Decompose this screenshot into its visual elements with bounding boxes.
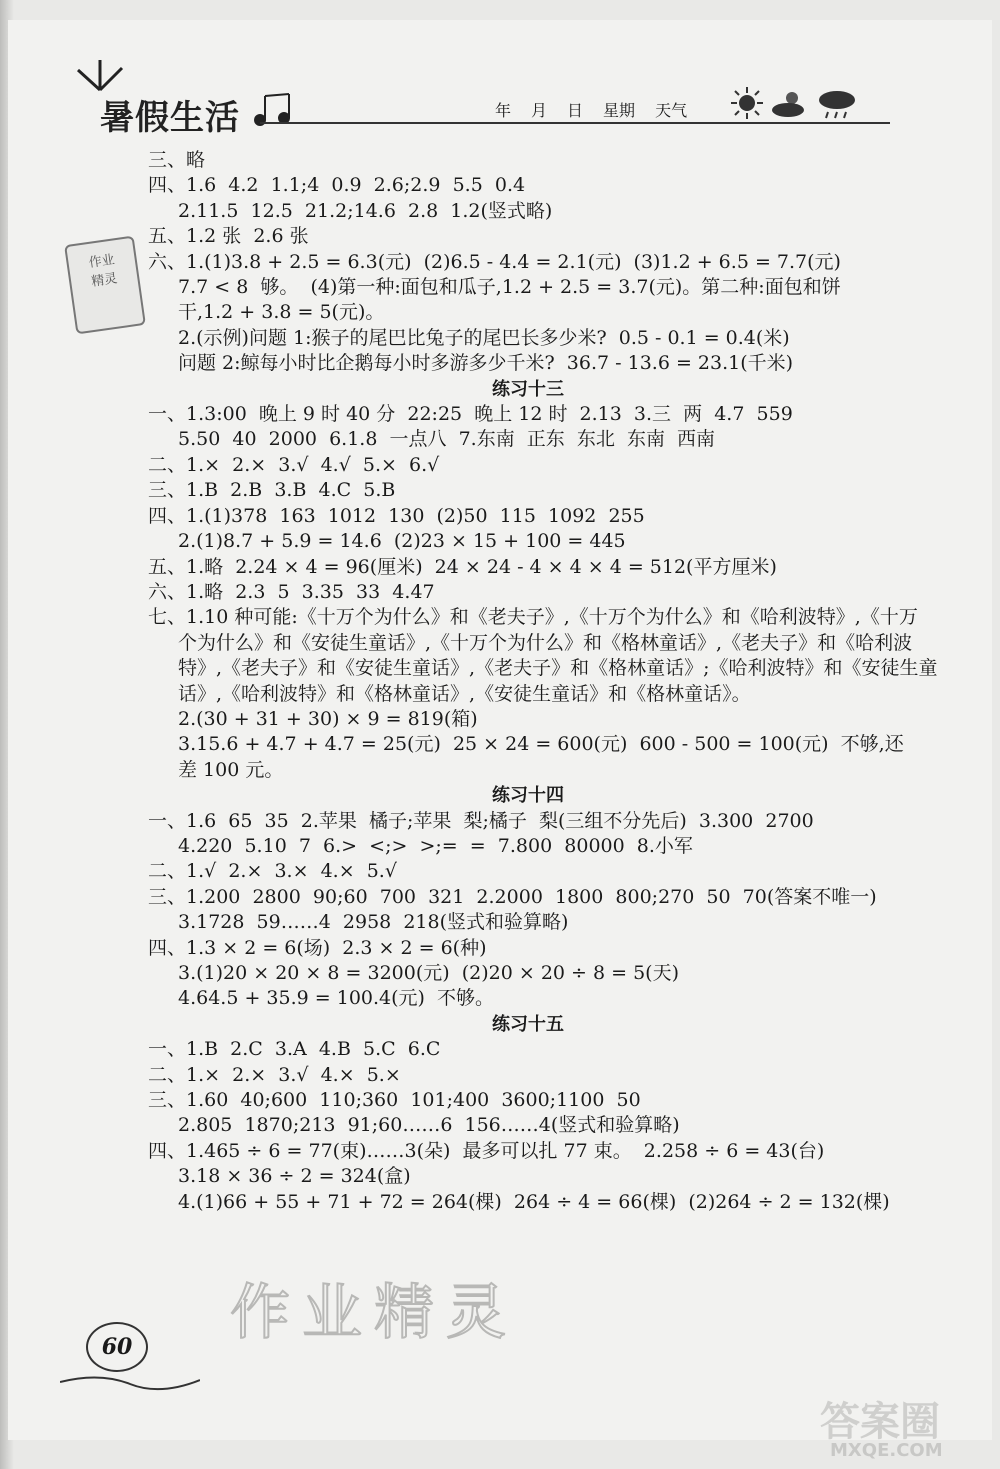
text-line: 3.15.6 + 4.7 + 4.7 = 25(元) 25 × 24 = 600(元) 600 - 500 = 100(元) 不够,还 — [178, 733, 904, 756]
text-line: 7.7 < 8 够。 (4)第一种:面包和瓜子,1.2 + 2.5 = 3.7(元)。第二种:面包和饼 — [178, 276, 841, 299]
text-line: 七、1.10 种可能:《十万个为什么》和《老夫子》,《十万个为什么》和《哈利波特》,《十万 — [148, 606, 918, 629]
text-line: 2.(30 + 31 + 30) × 9 = 819(箱) — [178, 707, 478, 730]
music-notes-icon — [250, 90, 310, 130]
text-line: 二、1.× 2.× 3.√ 4.× 5.× — [148, 1063, 401, 1086]
corner-url: MXQE.COM — [830, 1440, 943, 1461]
text-line: 4.64.5 + 35.9 = 100.4(元) 不够。 — [178, 987, 495, 1010]
text-line: 三、1.B 2.B 3.B 4.C 5.B — [148, 479, 396, 502]
text-line: 一、1.3:00 晚上 9 时 40 分 22:25 晚上 12 时 2.13 3.三 两 4.7 559 — [148, 403, 793, 426]
weekday-label: 星期 — [603, 101, 636, 120]
stamp-logo — [64, 236, 146, 335]
text-line: 2.(1)8.7 + 5.9 = 14.6 (2)23 × 15 + 100 = 445 — [178, 530, 626, 553]
text-line: 3.1728 59……4 2958 218(竖式和验算略) — [178, 911, 569, 934]
corner-logo: 答案圈 — [820, 1399, 940, 1445]
section-heading: 练习十四 — [492, 785, 564, 807]
text-line: 四、1.3 × 2 = 6(场) 2.3 × 2 = 6(种) — [148, 936, 487, 959]
weather-label: 天气 — [655, 101, 688, 120]
text-line: 三、1.200 2800 90;60 700 321 2.2000 1800 800;270 50 70(答案不唯一) — [148, 885, 877, 908]
footer-swirl-icon — [60, 1362, 200, 1392]
text-line: 4.220 5.10 7 6.> <;> >;= = 7.800 80000 8.小军 — [178, 834, 693, 857]
rain-cloud-icon — [816, 86, 858, 120]
section-heading: 练习十三 — [492, 378, 564, 400]
header-title: 暑假生活 — [100, 98, 240, 138]
text-line: 2.(示例)问题 1:猴子的尾巴比兔子的尾巴长多少米? 0.5 - 0.1 = 0.4(米) — [178, 326, 790, 349]
text-line: 四、1.6 4.2 1.1;4 0.9 2.6;2.9 5.5 0.4 — [148, 174, 526, 197]
watermark: 作业精灵 — [230, 1278, 518, 1348]
header-rule — [260, 122, 890, 124]
date-fields — [495, 98, 687, 121]
answer-content — [148, 148, 938, 1215]
text-line: 四、1.(1)378 163 1012 130 (2)50 115 1092 255 — [148, 504, 645, 527]
text-line: 5.50 40 2000 6.1.8 一点八 7.东南 正东 东北 东南 西南 — [178, 428, 716, 451]
text-line: 一、1.6 65 35 2.苹果 橘子;苹果 梨;橘子 梨(三组不分先后) 3.300 2700 — [148, 809, 814, 832]
text-line: 二、1.√ 2.× 3.× 4.× 5.√ — [148, 860, 397, 883]
sun-icon — [730, 86, 764, 120]
stamp-line-1: 作业 — [87, 252, 116, 271]
text-line: 五、1.略 2.24 × 4 = 96(厘米) 24 × 24 - 4 × 4 × 4 = 512(平方厘米) — [148, 555, 777, 578]
text-line: 四、1.465 ÷ 6 = 77(束)……3(朵) 最多可以扎 77 束。 2.258 ÷ 6 = 43(台) — [148, 1139, 825, 1162]
text-line: 一、1.B 2.C 3.A 4.B 5.C 6.C — [148, 1038, 441, 1061]
text-line: 2.11.5 12.5 21.2;14.6 2.8 1.2(竖式略) — [178, 199, 553, 222]
month-label: 月 — [531, 101, 548, 120]
text-line: 3.(1)20 × 20 × 8 = 3200(元) (2)20 × 20 ÷ 8 = 5(天) — [178, 962, 680, 984]
text-line: 特》,《老夫子》和《安徒生童话》,《老夫子》和《格林童话》;《哈利波特》和《安徒生童 — [178, 657, 938, 680]
text-line: 干,1.2 + 3.8 = 5(元)。 — [178, 301, 385, 324]
stamp-line-2: 精灵 — [90, 271, 119, 290]
text-line: 二、1.× 2.× 3.√ 4.√ 5.× 6.√ — [148, 453, 440, 476]
text-line: 2.805 1870;213 91;60……6 156……4(竖式和验算略) — [178, 1114, 680, 1137]
text-line: 话》,《哈利波特》和《格林童话》,《安徒生童话》和《格林童话》。 — [178, 682, 751, 705]
text-line: 问题 2:鲸每小时比企鹅每小时多游多少千米? 36.7 - 13.6 = 23.1(千米) — [178, 352, 794, 375]
day-label: 日 — [567, 101, 584, 120]
page-number: 60 — [86, 1322, 148, 1372]
text-line: 个为什么》和《安徒生童话》,《十万个为什么》和《格林童话》,《老夫子》和《哈利波 — [178, 631, 913, 654]
text-line: 六、1.略 2.3 5 3.35 33 4.47 — [148, 580, 435, 603]
section-heading: 练习十五 — [492, 1013, 564, 1035]
text-line: 五、1.2 张 2.6 张 — [148, 225, 309, 248]
text-line: 三、1.60 40;600 110;360 101;400 3600;1100 50 — [148, 1089, 641, 1112]
text-line: 六、1.(1)3.8 + 2.5 = 6.3(元) (2)6.5 - 4.4 = 2.1(元) (3)1.2 + 6.5 = 7.7(元) — [148, 250, 841, 273]
cloud-sun-icon — [770, 86, 810, 120]
text-line: 差 100 元。 — [178, 758, 284, 781]
text-line: 4.(1)66 + 55 + 71 + 72 = 264(棵) 264 ÷ 4 = 66(棵) (2)264 ÷ 2 = 132(棵) — [178, 1190, 890, 1213]
text-line: 三、略 — [148, 149, 206, 171]
year-label: 年 — [495, 101, 512, 120]
text-line: 3.18 × 36 ÷ 2 = 324(盒) — [178, 1165, 411, 1188]
weather-icons — [730, 86, 858, 120]
header — [60, 50, 960, 140]
